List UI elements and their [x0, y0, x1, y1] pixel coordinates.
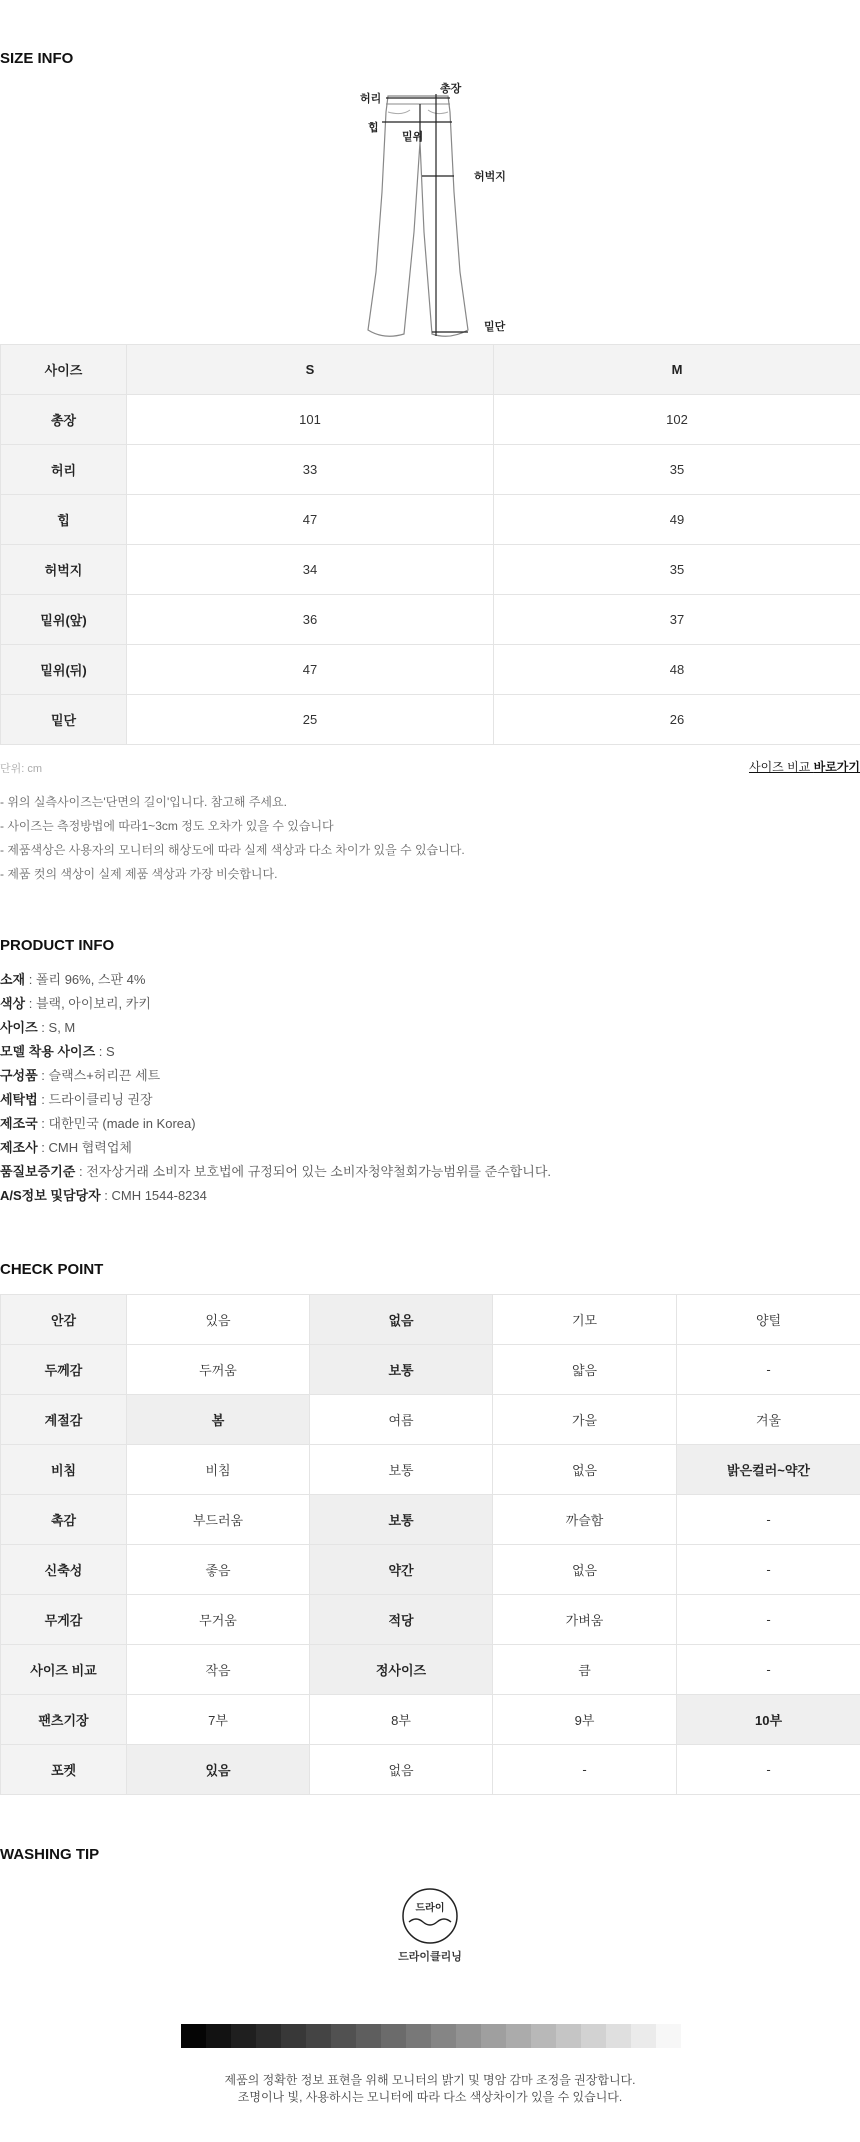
check-point-option-selected: 있음: [127, 1745, 310, 1795]
total-length-label: 총장: [440, 83, 462, 95]
gray-swatch: [606, 2024, 631, 2048]
gray-swatch: [281, 2024, 306, 2048]
product-info-key: 품질보증기준: [0, 1164, 76, 1179]
product-info-value: : 전자상거래 소비자 보호법에 규정되어 있는 소비자청약철회가능범위를 준수합니다.: [75, 1164, 552, 1179]
size-table-row: [1, 395, 860, 445]
check-point-option: -: [677, 1645, 860, 1695]
check-point-option: 가벼움: [493, 1595, 677, 1645]
product-info-value: : CMH 협력업체: [37, 1140, 132, 1155]
monitor-notice-line: 조명이나 빛, 사용하시는 모니터에 따라 다소 색상차이가 있을 수 있습니다.: [237, 2090, 623, 2104]
product-info-item: [0, 1016, 551, 1040]
check-point-option: 없음: [493, 1445, 677, 1495]
pocket-left: [388, 110, 410, 114]
size-cell-s: 47: [127, 645, 494, 695]
dry-clean-icon: [400, 1886, 460, 1946]
check-point-option: -: [677, 1495, 860, 1545]
check-point-option-selected: 약간: [310, 1545, 493, 1595]
gray-swatch: [206, 2024, 231, 2048]
check-point-option: 양털: [677, 1295, 860, 1345]
check-point-row: [1, 1345, 860, 1395]
product-info-item: [0, 968, 551, 992]
product-info-value: : 대한민국 (made in Korea): [37, 1116, 196, 1131]
check-point-option-selected: 밝은컬러~약간: [677, 1445, 860, 1495]
product-info-item: [0, 1040, 551, 1064]
check-point-option: 부드러움: [127, 1495, 310, 1545]
size-note: - 위의 실측사이즈는'단면의 길이'입니다. 참고해 주세요.: [0, 795, 287, 809]
size-header-cell: S: [127, 345, 494, 395]
product-info-key: 색상: [0, 996, 26, 1011]
product-info-value: : 슬랙스+허리끈 세트: [37, 1068, 161, 1083]
pants-size-diagram: [340, 82, 520, 348]
size-cell-m: 102: [494, 395, 860, 445]
check-point-label: 포켓: [1, 1745, 127, 1795]
size-row-label: 허리: [1, 445, 127, 495]
size-table-row: [1, 695, 860, 745]
size-cell-s: 25: [127, 695, 494, 745]
size-cell-s: 33: [127, 445, 494, 495]
product-info-value: : S: [95, 1044, 115, 1059]
check-point-row: [1, 1645, 860, 1695]
check-point-option-selected: 없음: [310, 1295, 493, 1345]
check-point-option: -: [677, 1595, 860, 1645]
size-compare-prefix: 사이즈 비교: [748, 760, 814, 774]
product-info-item: [0, 1064, 551, 1088]
gray-swatch: [656, 2024, 681, 2048]
gray-swatch: [431, 2024, 456, 2048]
gray-swatch: [381, 2024, 406, 2048]
unit-label: 단위: cm: [0, 763, 43, 775]
product-info-title: PRODUCT INFO: [0, 937, 115, 954]
size-table-row: [1, 545, 860, 595]
product-info-item: [0, 1088, 551, 1112]
size-info-title: SIZE INFO: [0, 50, 74, 67]
check-point-row: [1, 1495, 860, 1545]
washing-caption: 드라이클리닝: [398, 1951, 462, 1963]
check-point-title: CHECK POINT: [0, 1261, 104, 1278]
check-point-label: 계절감: [1, 1395, 127, 1445]
size-cell-m: 37: [494, 595, 860, 645]
check-point-option: 얇음: [493, 1345, 677, 1395]
product-info-item: [0, 1184, 551, 1208]
size-note: - 사이즈는 측정방법에 따라1~3cm 정도 오차가 있을 수 있습니다: [0, 819, 334, 833]
hem-label: 밑단: [484, 321, 506, 333]
product-info-key: 소재: [0, 972, 26, 987]
check-point-label: 무게감: [1, 1595, 127, 1645]
gray-swatch: [531, 2024, 556, 2048]
check-point-label: 비침: [1, 1445, 127, 1495]
product-info-key: 모델 착용 사이즈: [0, 1044, 96, 1059]
product-info-value: : S, M: [37, 1020, 76, 1035]
check-point-label: 팬츠기장: [1, 1695, 127, 1745]
size-table-row: [1, 595, 860, 645]
size-table-header: [1, 345, 860, 395]
pocket-right: [428, 110, 448, 114]
size-compare-link[interactable]: [749, 758, 860, 775]
size-cell-m: 26: [494, 695, 860, 745]
check-point-row: [1, 1295, 860, 1345]
washing-tip-title: WASHING TIP: [0, 1846, 100, 1863]
check-point-option-selected: 정사이즈: [310, 1645, 493, 1695]
gray-swatch: [256, 2024, 281, 2048]
check-point-option: 7부: [127, 1695, 310, 1745]
gray-swatch: [456, 2024, 481, 2048]
check-point-option: 9부: [493, 1695, 677, 1745]
size-note: - 제품 컷의 색상이 실제 제품 색상과 가장 비슷합니다.: [0, 867, 278, 881]
check-point-option: 없음: [493, 1545, 677, 1595]
product-info-item: [0, 992, 551, 1016]
check-point-option: -: [677, 1545, 860, 1595]
monitor-notice-line: 제품의 정확한 정보 표현을 위해 모니터의 밝기 및 명암 감마 조정을 권장합니다.: [224, 2073, 636, 2087]
size-cell-m: 35: [494, 445, 860, 495]
check-point-option: 없음: [310, 1745, 493, 1795]
size-compare-go: 바로가기: [813, 760, 860, 774]
grayscale-calibration-bar: [181, 2024, 681, 2048]
gray-swatch: [181, 2024, 206, 2048]
size-table: [0, 344, 860, 745]
gray-swatch: [581, 2024, 606, 2048]
size-cell-m: 48: [494, 645, 860, 695]
check-point-row: [1, 1545, 860, 1595]
check-point-option: 가을: [493, 1395, 677, 1445]
product-info-list: [0, 968, 551, 1208]
check-point-label: 안감: [1, 1295, 127, 1345]
monitor-notice: [0, 2072, 860, 2106]
gray-swatch: [231, 2024, 256, 2048]
gray-swatch: [306, 2024, 331, 2048]
check-point-option-selected: 적당: [310, 1595, 493, 1645]
check-point-option: 비침: [127, 1445, 310, 1495]
check-point-option: 보통: [310, 1445, 493, 1495]
check-point-row: [1, 1445, 860, 1495]
check-point-option-selected: 10부: [677, 1695, 860, 1745]
size-table-row: [1, 495, 860, 545]
size-notes: [0, 790, 465, 886]
gray-swatch: [481, 2024, 506, 2048]
product-info-value: : 폴리 96%, 스판 4%: [25, 972, 146, 987]
check-point-option-selected: 보통: [310, 1345, 493, 1395]
size-table-row: [1, 445, 860, 495]
check-point-label: 신축성: [1, 1545, 127, 1595]
check-point-option: 겨울: [677, 1395, 860, 1445]
check-point-label: 촉감: [1, 1495, 127, 1545]
product-info-item: [0, 1160, 551, 1184]
size-cell-s: 34: [127, 545, 494, 595]
product-info-key: A/S정보 및담당자: [0, 1188, 101, 1203]
size-row-label: 힙: [1, 495, 127, 545]
size-row-label: 밑단: [1, 695, 127, 745]
product-info-key: 세탁법: [0, 1092, 38, 1107]
waist-label: 허리: [360, 93, 382, 105]
product-info-value: : CMH 1544-8234: [100, 1188, 207, 1203]
size-row-label: 밑위(앞): [1, 595, 127, 645]
size-header-cell: 사이즈: [1, 345, 127, 395]
gray-swatch: [556, 2024, 581, 2048]
check-point-option: 큼: [493, 1645, 677, 1695]
check-point-option: 두꺼움: [127, 1345, 310, 1395]
size-cell-s: 101: [127, 395, 494, 445]
size-cell-s: 36: [127, 595, 494, 645]
gray-swatch: [331, 2024, 356, 2048]
gray-swatch: [631, 2024, 656, 2048]
size-cell-s: 47: [127, 495, 494, 545]
check-point-option: 까슬함: [493, 1495, 677, 1545]
check-point-option: -: [677, 1345, 860, 1395]
check-point-label: 사이즈 비교: [1, 1645, 127, 1695]
size-header-cell: M: [494, 345, 860, 395]
check-point-option: 있음: [127, 1295, 310, 1345]
size-row-label: 허벅지: [1, 545, 127, 595]
product-info-key: 제조국: [0, 1116, 38, 1131]
product-info-item: [0, 1112, 551, 1136]
product-info-item: [0, 1136, 551, 1160]
size-note: - 제품색상은 사용자의 모니터의 해상도에 따라 실제 색상과 다소 차이가 있을 수 있습니다.: [0, 843, 465, 857]
size-cell-m: 49: [494, 495, 860, 545]
product-info-key: 제조사: [0, 1140, 38, 1155]
size-table-row: [1, 645, 860, 695]
check-point-table: [0, 1294, 860, 1795]
check-point-row: [1, 1695, 860, 1745]
check-point-option-selected: 보통: [310, 1495, 493, 1545]
product-info-key: 구성품: [0, 1068, 38, 1083]
rise-label: 밑위: [402, 131, 424, 143]
check-point-label: 두께감: [1, 1345, 127, 1395]
size-row-label: 총장: [1, 395, 127, 445]
check-point-option: 기모: [493, 1295, 677, 1345]
check-point-option: -: [493, 1745, 677, 1795]
check-point-row: [1, 1745, 860, 1795]
check-point-option-selected: 봄: [127, 1395, 310, 1445]
thigh-label: 허벅지: [474, 171, 506, 183]
product-info-value: : 드라이클리닝 권장: [37, 1092, 153, 1107]
product-info-key: 사이즈: [0, 1020, 38, 1035]
gray-swatch: [506, 2024, 531, 2048]
check-point-option: 작음: [127, 1645, 310, 1695]
size-row-label: 밑위(뒤): [1, 645, 127, 695]
gray-swatch: [356, 2024, 381, 2048]
check-point-option: 여름: [310, 1395, 493, 1445]
check-point-option: -: [677, 1745, 860, 1795]
check-point-row: [1, 1395, 860, 1445]
gray-swatch: [406, 2024, 431, 2048]
check-point-row: [1, 1595, 860, 1645]
hip-label: 힙: [368, 122, 379, 134]
product-info-value: : 블랙, 아이보리, 카키: [25, 996, 151, 1011]
check-point-option: 좋음: [127, 1545, 310, 1595]
check-point-option: 8부: [310, 1695, 493, 1745]
dry-clean-icon-text: 드라이: [415, 1903, 445, 1914]
size-cell-m: 35: [494, 545, 860, 595]
check-point-option: 무거움: [127, 1595, 310, 1645]
